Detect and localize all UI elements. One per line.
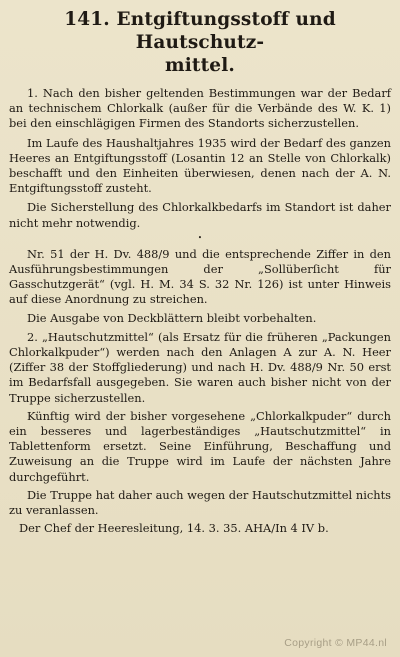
paragraph-7: Künftig wird der bisher vorgesehene „Chlorkalkpuder“ durch ein besseres und lagerbeständiges „Hautschutzmittel“ in Tablettenform ersetzt. Seine Einführung, Beschaffung und Zuweisung an die Truppe wird im Laufe der nächsten Jahre durchgeführt. xyxy=(9,408,391,484)
page-title xyxy=(9,8,391,77)
copyright-watermark: Copyright © MP44.nl xyxy=(284,637,387,649)
paragraph-6: 2. „Hautschutzmittel“ (als Ersatz für die früheren „Packungen Chlorkalkpuder“) werden nach den Anlagen A zur A. N. Heer (Ziffer 38 der Stoffgliederung) und nach H. Dv. 488/9 Nr. 50 erst im Bedarfsfall ausgegeben. Sie waren auch bisher nicht von der Truppe sicherzustellen. xyxy=(9,329,391,405)
signature-line: Der Chef der Heeresleitung, 14. 3. 35. AHA/In 4 IV b. xyxy=(19,521,329,536)
paragraph-4: Nr. 51 der H. Dv. 488/9 und die entsprechende Ziffer in den Ausführungsbestimmungen der „Sollüberſicht für Gasschutzgerät“ (vgl. H. M. 34 S. 32 Nr. 126) ist unter Hinweis auf diese Anordnung zu streichen. xyxy=(9,246,391,307)
title-line-1: 141. Entgiftungsstoff und Hautschutz- xyxy=(64,9,336,53)
paragraph-8: Die Truppe hat daher auch wegen der Hautschutzmittel nichts zu veranlassen. xyxy=(9,487,391,518)
paragraph-3: Die Sicherstellung des Chlorkalkbedarfs im Standort ist daher nicht mehr notwendig. xyxy=(9,200,391,230)
section-divider: • xyxy=(197,233,203,242)
paragraph-1: 1. Nach den bisher geltenden Bestimmungen war der Bedarf an technischem Chlorkalk (außer für die Verbände des W. K. 1) bei den einschlägigen Firmen des Standorts sicherzustellen. xyxy=(9,86,391,131)
title-line-2: mittel. xyxy=(165,55,235,76)
paragraph-5: Die Ausgabe von Deckblättern bleibt vorbehalten. xyxy=(27,310,317,325)
paragraph-2: Im Laufe des Haushaltjahres 1935 wird der Bedarf des ganzen Heeres an Entgiftungsstoff (Losantin 12 an Stelle von Chlorkalk) beschafft und den Einheiten überwiesen, denen nach der A. N. Entgiftungsstoff zusteht. xyxy=(9,135,391,196)
